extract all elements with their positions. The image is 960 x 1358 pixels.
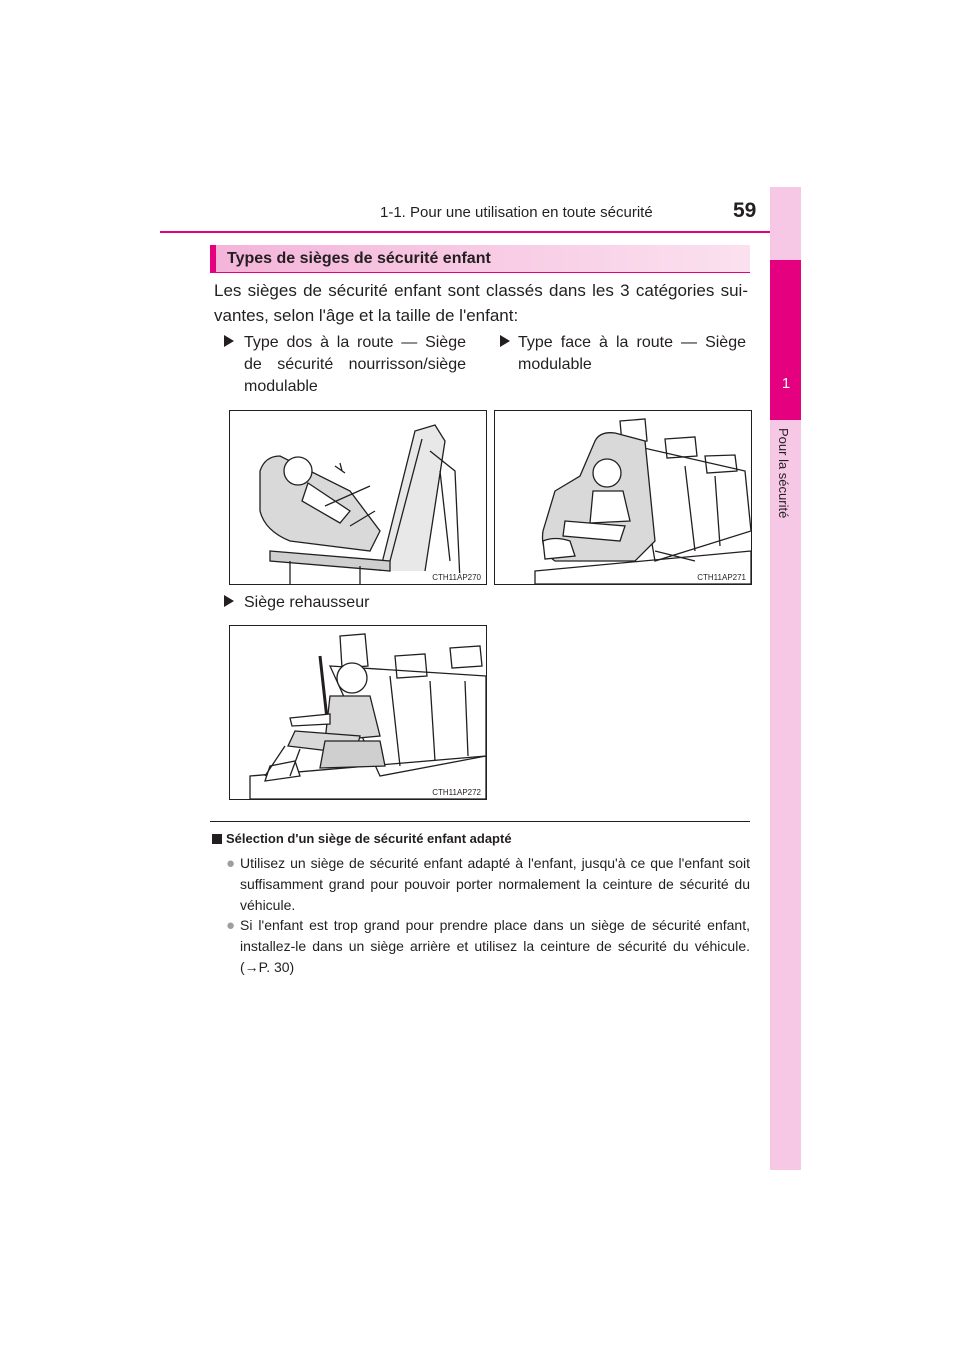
type-item-forward-facing: [500, 332, 746, 373]
intro-paragraph: Les sièges de sécurité enfant sont classés dans les 3 catégories sui-vantes, selon l'âge et la taille de l'enfant:: [214, 281, 748, 325]
illustration-rear-facing-seat: [229, 410, 487, 585]
selection-heading-text: Sélection d'un siège de sécurité enfant adapté: [226, 831, 512, 846]
selection-heading: [212, 831, 512, 846]
illustration-code: CTH11AP271: [697, 573, 746, 582]
triangle-right-icon: [224, 595, 234, 607]
section-title-bar: [210, 245, 750, 273]
illustration-forward-facing-seat: [494, 410, 752, 585]
note-item: [226, 853, 750, 916]
type-label: Type dos à la route — Siège de sécurité nourrisson/siège modulable: [244, 334, 466, 395]
rear-facing-seat-drawing: [230, 411, 486, 584]
triangle-right-icon: [500, 335, 510, 347]
section-title: Types de sièges de sécurité enfant: [227, 250, 491, 267]
square-icon: [212, 834, 222, 844]
type-label: Type face à la route — Siège modulable: [518, 334, 746, 373]
chapter-label: Pour la sécurité: [776, 428, 791, 519]
running-header-section: 1-1. Pour une utilisation en toute sécurité: [380, 204, 653, 221]
section-divider: [210, 821, 750, 822]
type-label: Siège rehausseur: [244, 594, 370, 611]
note-text: Si l'enfant est trop grand pour prendre place dans un siège de sécurité enfant, installez-le dans un siège arrière et utilisez la ceinture de sécurité du véhicule. (→P. 30): [240, 917, 750, 975]
bullet-dot-icon: ●: [226, 917, 236, 934]
note-item: [226, 915, 750, 978]
type-item-booster: [224, 592, 464, 614]
bullet-dot-icon: ●: [226, 855, 236, 872]
forward-facing-seat-drawing: [495, 411, 751, 584]
header-rule: [160, 231, 770, 233]
note-text: Utilisez un siège de sécurité enfant adapté à l'enfant, jusqu'à ce que l'enfant soit suffisamment grand pour pouvoir porter normalement la ceinture de sécurité du véhicule.: [240, 855, 750, 913]
page-number: 59: [733, 199, 757, 222]
triangle-right-icon: [224, 335, 234, 347]
booster-seat-drawing: [230, 626, 486, 799]
illustration-booster-seat: [229, 625, 487, 800]
illustration-code: CTH11AP272: [432, 788, 481, 797]
type-item-rear-facing: [224, 332, 466, 395]
chapter-number: 1: [781, 375, 791, 392]
illustration-code: CTH11AP270: [432, 573, 481, 582]
chapter-side-tab-highlight: [770, 260, 801, 420]
